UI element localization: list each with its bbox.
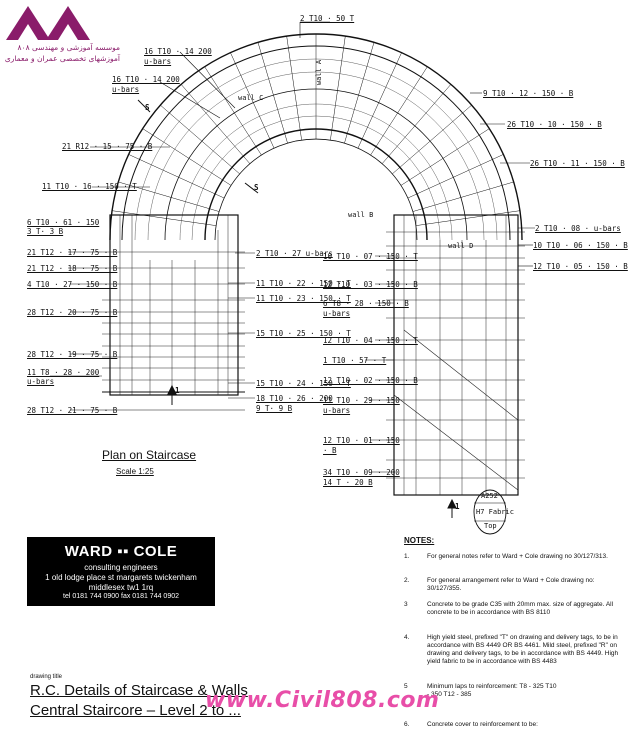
note-text: For general arrangement refer to Ward + Cole drawing no: 30/127/355. <box>427 577 595 592</box>
label-left-7: 4 T10 · 27 · 150 · B <box>27 280 118 289</box>
label-top-3: u-bars <box>144 57 172 66</box>
wall-d-label: wall D <box>448 242 474 250</box>
label-right-5: 10 T10 · 06 · 150 · B <box>533 241 628 250</box>
label-midright-13: 14 T · 20 B <box>323 478 373 487</box>
label-right-2: 26 T10 · 10 · 150 · B <box>507 120 602 129</box>
fabric-tag-line-1: A252 <box>481 492 498 500</box>
wall-c-label: wall C <box>238 94 264 102</box>
section-marker-s2: S <box>254 183 259 192</box>
label-center-5: 15 T10 · 24 · 150 · T <box>256 379 351 388</box>
note-number: 2. <box>404 577 410 584</box>
note-number: 3 <box>404 601 408 608</box>
title-line-1: R.C. Details of Staircase & Walls <box>30 682 248 699</box>
section-marker-1a: 1 <box>175 386 180 395</box>
note-number: 5 <box>404 683 408 690</box>
label-midright-12: 34 T10 · 09 · 200 <box>323 468 400 477</box>
label-left-10: 11 T8 · 28 · 200 <box>27 368 100 377</box>
label-top-4: 16 T10 · 14 200 <box>112 75 180 84</box>
label-midright-5: 12 T10 · 04 · 150 · T <box>323 336 418 345</box>
label-midright-4: u-bars <box>323 309 351 318</box>
label-left-8: 28 T12 · 20 · 75 · B <box>27 308 118 317</box>
wall-a-label: wall A <box>315 59 324 86</box>
company-block <box>27 537 215 606</box>
company-line-3: middlesex tw1 1rq <box>88 583 154 592</box>
note-number: 4. <box>404 634 410 641</box>
fabric-tag-line-2: H7 Fabric <box>476 508 514 516</box>
label-top-5: u-bars <box>112 85 140 94</box>
label-midright-1: 10 T10 · 07 · 150 · T <box>323 252 418 261</box>
label-right-4: 2 T10 · 08 · u-bars <box>535 224 621 233</box>
section-marker-1b: 1 <box>455 502 460 511</box>
label-midright-7: 12 T10 · 02 · 150 · B <box>323 376 418 385</box>
note-text: For general notes refer to Ward + Cole drawing no 30/127/313. <box>427 553 608 560</box>
label-left-6: 21 T12 · 18 · 75 · B <box>27 264 118 273</box>
note-number: 6. <box>404 721 410 728</box>
company-line-1: consulting engineers <box>84 563 158 572</box>
wall-b-label: wall B <box>348 211 374 219</box>
section-marker-s1: S <box>145 103 150 112</box>
company-name: WARD ▪▪ COLE <box>64 543 178 560</box>
label-left-4: 3 T· 3 B <box>27 227 64 236</box>
label-midright-9: u-bars <box>323 406 351 415</box>
label-center-7: 9 T· 9 B <box>256 404 293 413</box>
label-midright-11: · B <box>323 446 337 455</box>
note-text: Concrete cover to reinforcement to be: <box>427 721 538 728</box>
label-right-1: 9 T10 · 12 · 150 · B <box>483 89 574 98</box>
logo-line-2: آموزشهای تخصصی عمران و معماری <box>4 54 120 63</box>
label-left-5: 21 T12 · 17 · 75 · B <box>27 248 118 257</box>
title-caption: drawing title <box>30 674 63 680</box>
notes-heading: NOTES: <box>404 536 435 545</box>
label-top-1: 2 T10 · 50 T <box>300 14 355 23</box>
label-midright-8: 11 T10 · 29 · 150 <box>323 396 400 405</box>
label-midright-6: 1 T10 · 57 · T <box>323 356 387 365</box>
label-center-2: 11 T10 · 22 · 150 · T <box>256 279 351 288</box>
label-left-12: 28 T12 · 21 · 75 · B <box>27 406 118 415</box>
label-center-3: 11 T10 · 23 · 150 · T <box>256 294 351 303</box>
label-center-6: 18 T10 · 26 · 200 <box>256 394 333 403</box>
label-left-3: 6 T10 · 61 · 150 <box>27 218 100 227</box>
plan-title: Plan on Staircase <box>102 448 197 462</box>
note-text: Concrete to be grade C35 with 20mm max. size of aggregate. All concrete to be in accordance with BS 8110 <box>427 601 614 616</box>
fabric-tag-line-3: Top <box>484 522 497 530</box>
label-midright-2: 12 T10 · 03 · 150 · B <box>323 280 418 289</box>
label-center-4: 15 T10 · 25 · 150 · T <box>256 329 351 338</box>
label-left-11: u-bars <box>27 377 55 386</box>
plan-scale: Scale 1:25 <box>116 467 154 476</box>
label-center-1: 2 T10 · 27 u-bars <box>256 249 333 258</box>
watermark: www.Civil808.com <box>205 688 440 713</box>
note-text: Minimum laps to reinforcement: T8 - 325 T10 - 350 T12 - 385 <box>427 683 557 698</box>
title-line-2: Central Staircore – Level 2 to ... <box>30 702 241 719</box>
label-right-3: 26 T10 · 11 · 150 · B <box>530 159 625 168</box>
note-number: 1. <box>404 553 410 560</box>
company-line-2: 1 old lodge place st margarets twickenham <box>45 573 197 582</box>
label-midright-10: 12 T10 · 01 · 150 <box>323 436 400 445</box>
note-text: High yield steel, prefixed "T" on drawing and delivery tags, to be in accordance with BS 4449 OR BS 4461. Mild steel, prefixed "R" on drawing and delivery tags, to be in accordance with BS 4449. High yield fabric to be in accordance with BS 4483 <box>427 634 619 665</box>
label-left-2: 11 T10 · 16 · 150 · T <box>42 182 137 191</box>
label-right-6: 12 T10 · 05 · 150 · B <box>533 262 628 271</box>
label-left-1: 21 R12 · 15 · 75 · B <box>62 142 153 151</box>
label-top-2: 16 T10 · 14 200 <box>144 47 212 56</box>
company-line-4: tel 0181 744 0900 fax 0181 744 0902 <box>63 593 179 600</box>
logo-line-1: موسسه آموزشی و مهندسی ۸۰۸ <box>17 43 120 52</box>
label-midright-3: 6 T8 · 28 · 150 · B <box>323 299 409 308</box>
label-left-9: 28 T12 · 19 · 75 · B <box>27 350 118 359</box>
